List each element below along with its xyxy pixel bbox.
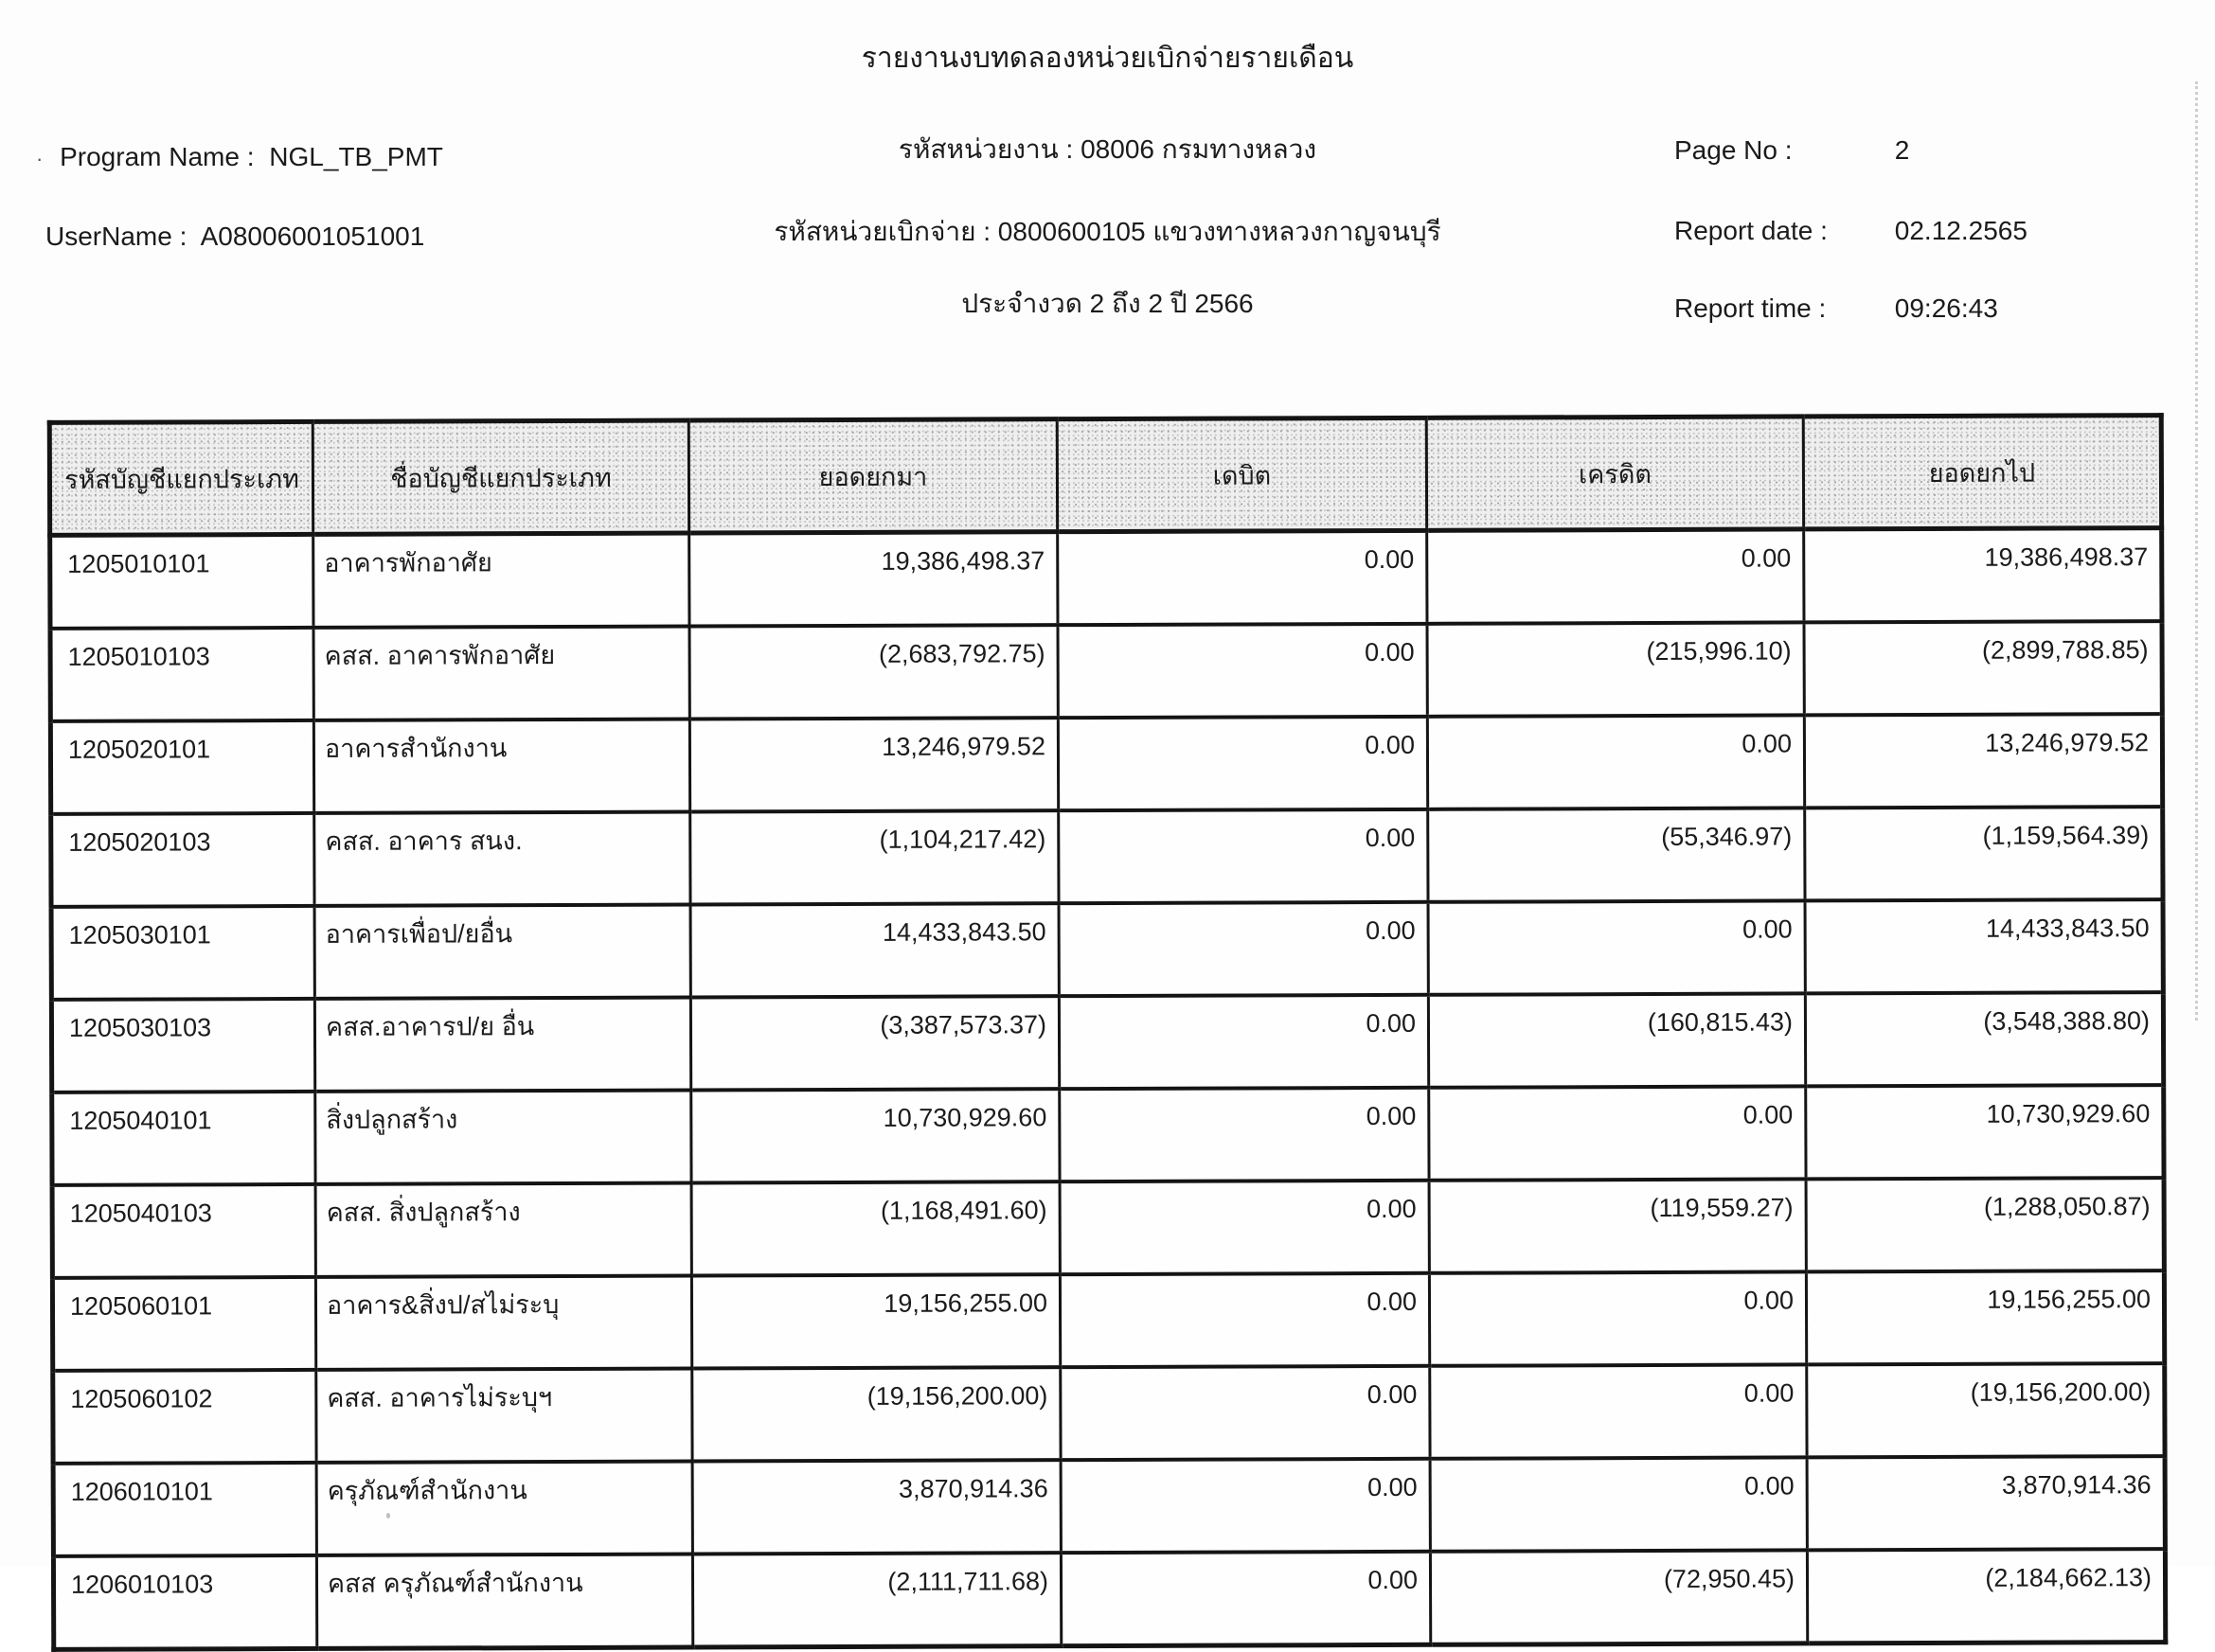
cell-credit: 0.00 xyxy=(1427,715,1804,808)
cell-name: คสส. อาคาร สนง. xyxy=(314,812,690,906)
trial-balance-table xyxy=(47,413,2169,1652)
table-row xyxy=(50,528,2162,629)
cell-debit: 0.00 xyxy=(1060,1088,1429,1181)
cell-name: อาคารเพื่อป/ยอื่น xyxy=(314,905,690,999)
cell-code: 1205020103 xyxy=(51,813,314,907)
cell-name: คสส ครุภัณฑ์สำนักงาน xyxy=(316,1554,692,1649)
cell-code: 1205030101 xyxy=(51,906,314,1000)
cell-begin: (2,111,711.68) xyxy=(692,1553,1061,1647)
cell-debit: 0.00 xyxy=(1060,1181,1429,1274)
scan-edge-artifact xyxy=(2195,81,2198,1021)
cell-begin: 10,730,929.60 xyxy=(691,1089,1060,1182)
cell-code: 1205010103 xyxy=(50,628,313,721)
cell-end: (2,184,662.13) xyxy=(1807,1549,2165,1643)
cell-begin: (1,168,491.60) xyxy=(691,1181,1060,1275)
report-date-value: 02.12.2565 xyxy=(1894,216,2027,245)
cell-credit: 0.00 xyxy=(1429,1271,1806,1365)
cell-code: 1205060102 xyxy=(53,1370,316,1464)
page-no-line xyxy=(1674,133,1909,168)
cell-name: คสส.อาคารป/ย อื่น xyxy=(314,998,690,1092)
report-date-line xyxy=(1674,214,2027,248)
cell-debit: 0.00 xyxy=(1059,995,1428,1089)
table-row xyxy=(50,714,2162,814)
cell-end: 13,246,979.52 xyxy=(1804,714,2162,808)
table-header-row xyxy=(49,416,2161,536)
cell-credit: 0.00 xyxy=(1430,1457,1807,1551)
cell-end: 10,730,929.60 xyxy=(1806,1085,2164,1179)
table-row xyxy=(52,1178,2164,1278)
table-row xyxy=(53,1363,2165,1464)
cell-credit: (119,559.27) xyxy=(1429,1179,1806,1272)
program-name-label: Program Name : xyxy=(60,142,255,171)
table-row xyxy=(51,807,2163,907)
cell-debit: 0.00 xyxy=(1058,530,1427,625)
cell-end: (1,159,564.39) xyxy=(1805,807,2163,900)
cell-debit: 0.00 xyxy=(1058,624,1427,718)
cell-begin: 3,870,914.36 xyxy=(692,1460,1061,1554)
cell-end: (3,548,388.80) xyxy=(1805,992,2163,1086)
col-header-account-code: รหัสบัญชีแยกประเภท xyxy=(49,421,313,535)
cell-begin: (1,104,217.42) xyxy=(690,810,1059,904)
cell-end: 14,433,843.50 xyxy=(1805,899,2163,993)
cell-code: 1205040103 xyxy=(52,1184,315,1278)
cell-code: 1206010101 xyxy=(53,1463,316,1556)
cell-debit: 0.00 xyxy=(1058,717,1427,810)
cell-debit: 0.00 xyxy=(1059,809,1428,903)
period-line: ประจำงวด 2 ถึง 2 ปี 2566 xyxy=(961,289,1254,318)
table-row xyxy=(52,1085,2164,1185)
col-header-begin-balance: ยอดยกมา xyxy=(688,419,1057,533)
cell-begin: 19,386,498.37 xyxy=(689,532,1058,627)
table-row xyxy=(50,621,2162,721)
scan-speck-artifact xyxy=(386,1513,390,1519)
cell-name: คสส. อาคารพักอาศัย xyxy=(313,627,689,720)
cell-debit: 0.00 xyxy=(1061,1366,1430,1460)
page-no-label: Page No : xyxy=(1674,135,1793,165)
cell-name: สิ่งปลูกสร้าง xyxy=(315,1091,691,1184)
cell-begin: (19,156,200.00) xyxy=(692,1367,1061,1461)
program-name-value: NGL_TB_PMT xyxy=(269,142,443,171)
agency-code-line: รหัสหน่วยงาน : 08006 กรมทางหลวง xyxy=(898,134,1317,164)
cell-credit: (215,996.10) xyxy=(1427,622,1804,716)
report-time-value: 09:26:43 xyxy=(1894,293,1998,323)
cell-name: อาคาร&สิ่งป/สไม่ระบุ xyxy=(315,1276,691,1370)
col-header-end-balance: ยอดยกไป xyxy=(1803,416,2161,529)
cell-end: 19,156,255.00 xyxy=(1806,1270,2164,1364)
col-header-account-name: ชื่อบัญชีแยกประเภท xyxy=(313,420,688,534)
cell-name: อาคารพักอาศัย xyxy=(313,533,689,628)
cell-end: (2,899,788.85) xyxy=(1804,621,2162,715)
report-time-line xyxy=(1674,292,1998,326)
cell-end: (1,288,050.87) xyxy=(1806,1178,2164,1271)
disbursement-unit-line: รหัสหน่วยเบิกจ่าย : 0800600105 แขวงทางหลวงกาญจนบุรี xyxy=(774,217,1441,246)
cell-code: 1205030103 xyxy=(51,999,314,1092)
cell-credit: 0.00 xyxy=(1429,1086,1806,1180)
cell-code: 1205010101 xyxy=(50,534,313,628)
cell-credit: 0.00 xyxy=(1430,1364,1807,1458)
cell-begin: 19,156,255.00 xyxy=(691,1274,1060,1368)
col-header-credit: เครดิต xyxy=(1426,417,1803,530)
cell-debit: 0.00 xyxy=(1061,1459,1430,1553)
cell-debit: 0.00 xyxy=(1059,902,1428,996)
page-no-value: 2 xyxy=(1894,135,1910,165)
cell-begin: (2,683,792.75) xyxy=(689,625,1058,719)
username-value: A08006001051001 xyxy=(200,222,425,251)
col-header-debit: เดบิต xyxy=(1057,417,1426,531)
cell-end: 3,870,914.36 xyxy=(1807,1456,2165,1550)
cell-credit: (160,815.43) xyxy=(1428,993,1805,1087)
cell-code: 1205060101 xyxy=(52,1277,315,1371)
table-row xyxy=(52,1270,2164,1371)
cell-begin: 13,246,979.52 xyxy=(689,718,1058,811)
report-title: รายงานงบทดลองหน่วยเบิกจ่ายรายเดือน xyxy=(861,43,1354,74)
report-time-label: Report time : xyxy=(1674,293,1827,323)
cell-debit: 0.00 xyxy=(1061,1552,1430,1646)
table-row xyxy=(51,899,2163,1000)
username-label: UserName : xyxy=(45,222,188,251)
report-date-label: Report date : xyxy=(1674,216,1828,245)
cell-name: อาคารสำนักงาน xyxy=(313,719,689,813)
cell-code: 1205020101 xyxy=(50,720,313,814)
cell-end: (19,156,200.00) xyxy=(1807,1363,2165,1457)
cell-credit: 0.00 xyxy=(1427,529,1804,624)
table-row xyxy=(53,1456,2165,1556)
cell-name: คสส. อาคารไม่ระบุฯ xyxy=(316,1369,692,1463)
cell-name: คสส. สิ่งปลูกสร้าง xyxy=(315,1183,691,1277)
cell-credit: 0.00 xyxy=(1428,900,1805,994)
cell-debit: 0.00 xyxy=(1060,1273,1429,1367)
cell-name: ครุภัณฑ์สำนักงาน xyxy=(316,1462,692,1555)
cell-credit: (72,950.45) xyxy=(1430,1550,1807,1644)
cell-begin: (3,387,573.37) xyxy=(690,996,1059,1090)
cell-begin: 14,433,843.50 xyxy=(690,903,1059,997)
cell-code: 1206010103 xyxy=(53,1555,316,1649)
cell-credit: (55,346.97) xyxy=(1428,808,1805,901)
cell-end: 19,386,498.37 xyxy=(1804,528,2162,623)
table-row xyxy=(53,1549,2165,1649)
cell-code: 1205040101 xyxy=(52,1092,315,1185)
table-row xyxy=(51,992,2163,1092)
